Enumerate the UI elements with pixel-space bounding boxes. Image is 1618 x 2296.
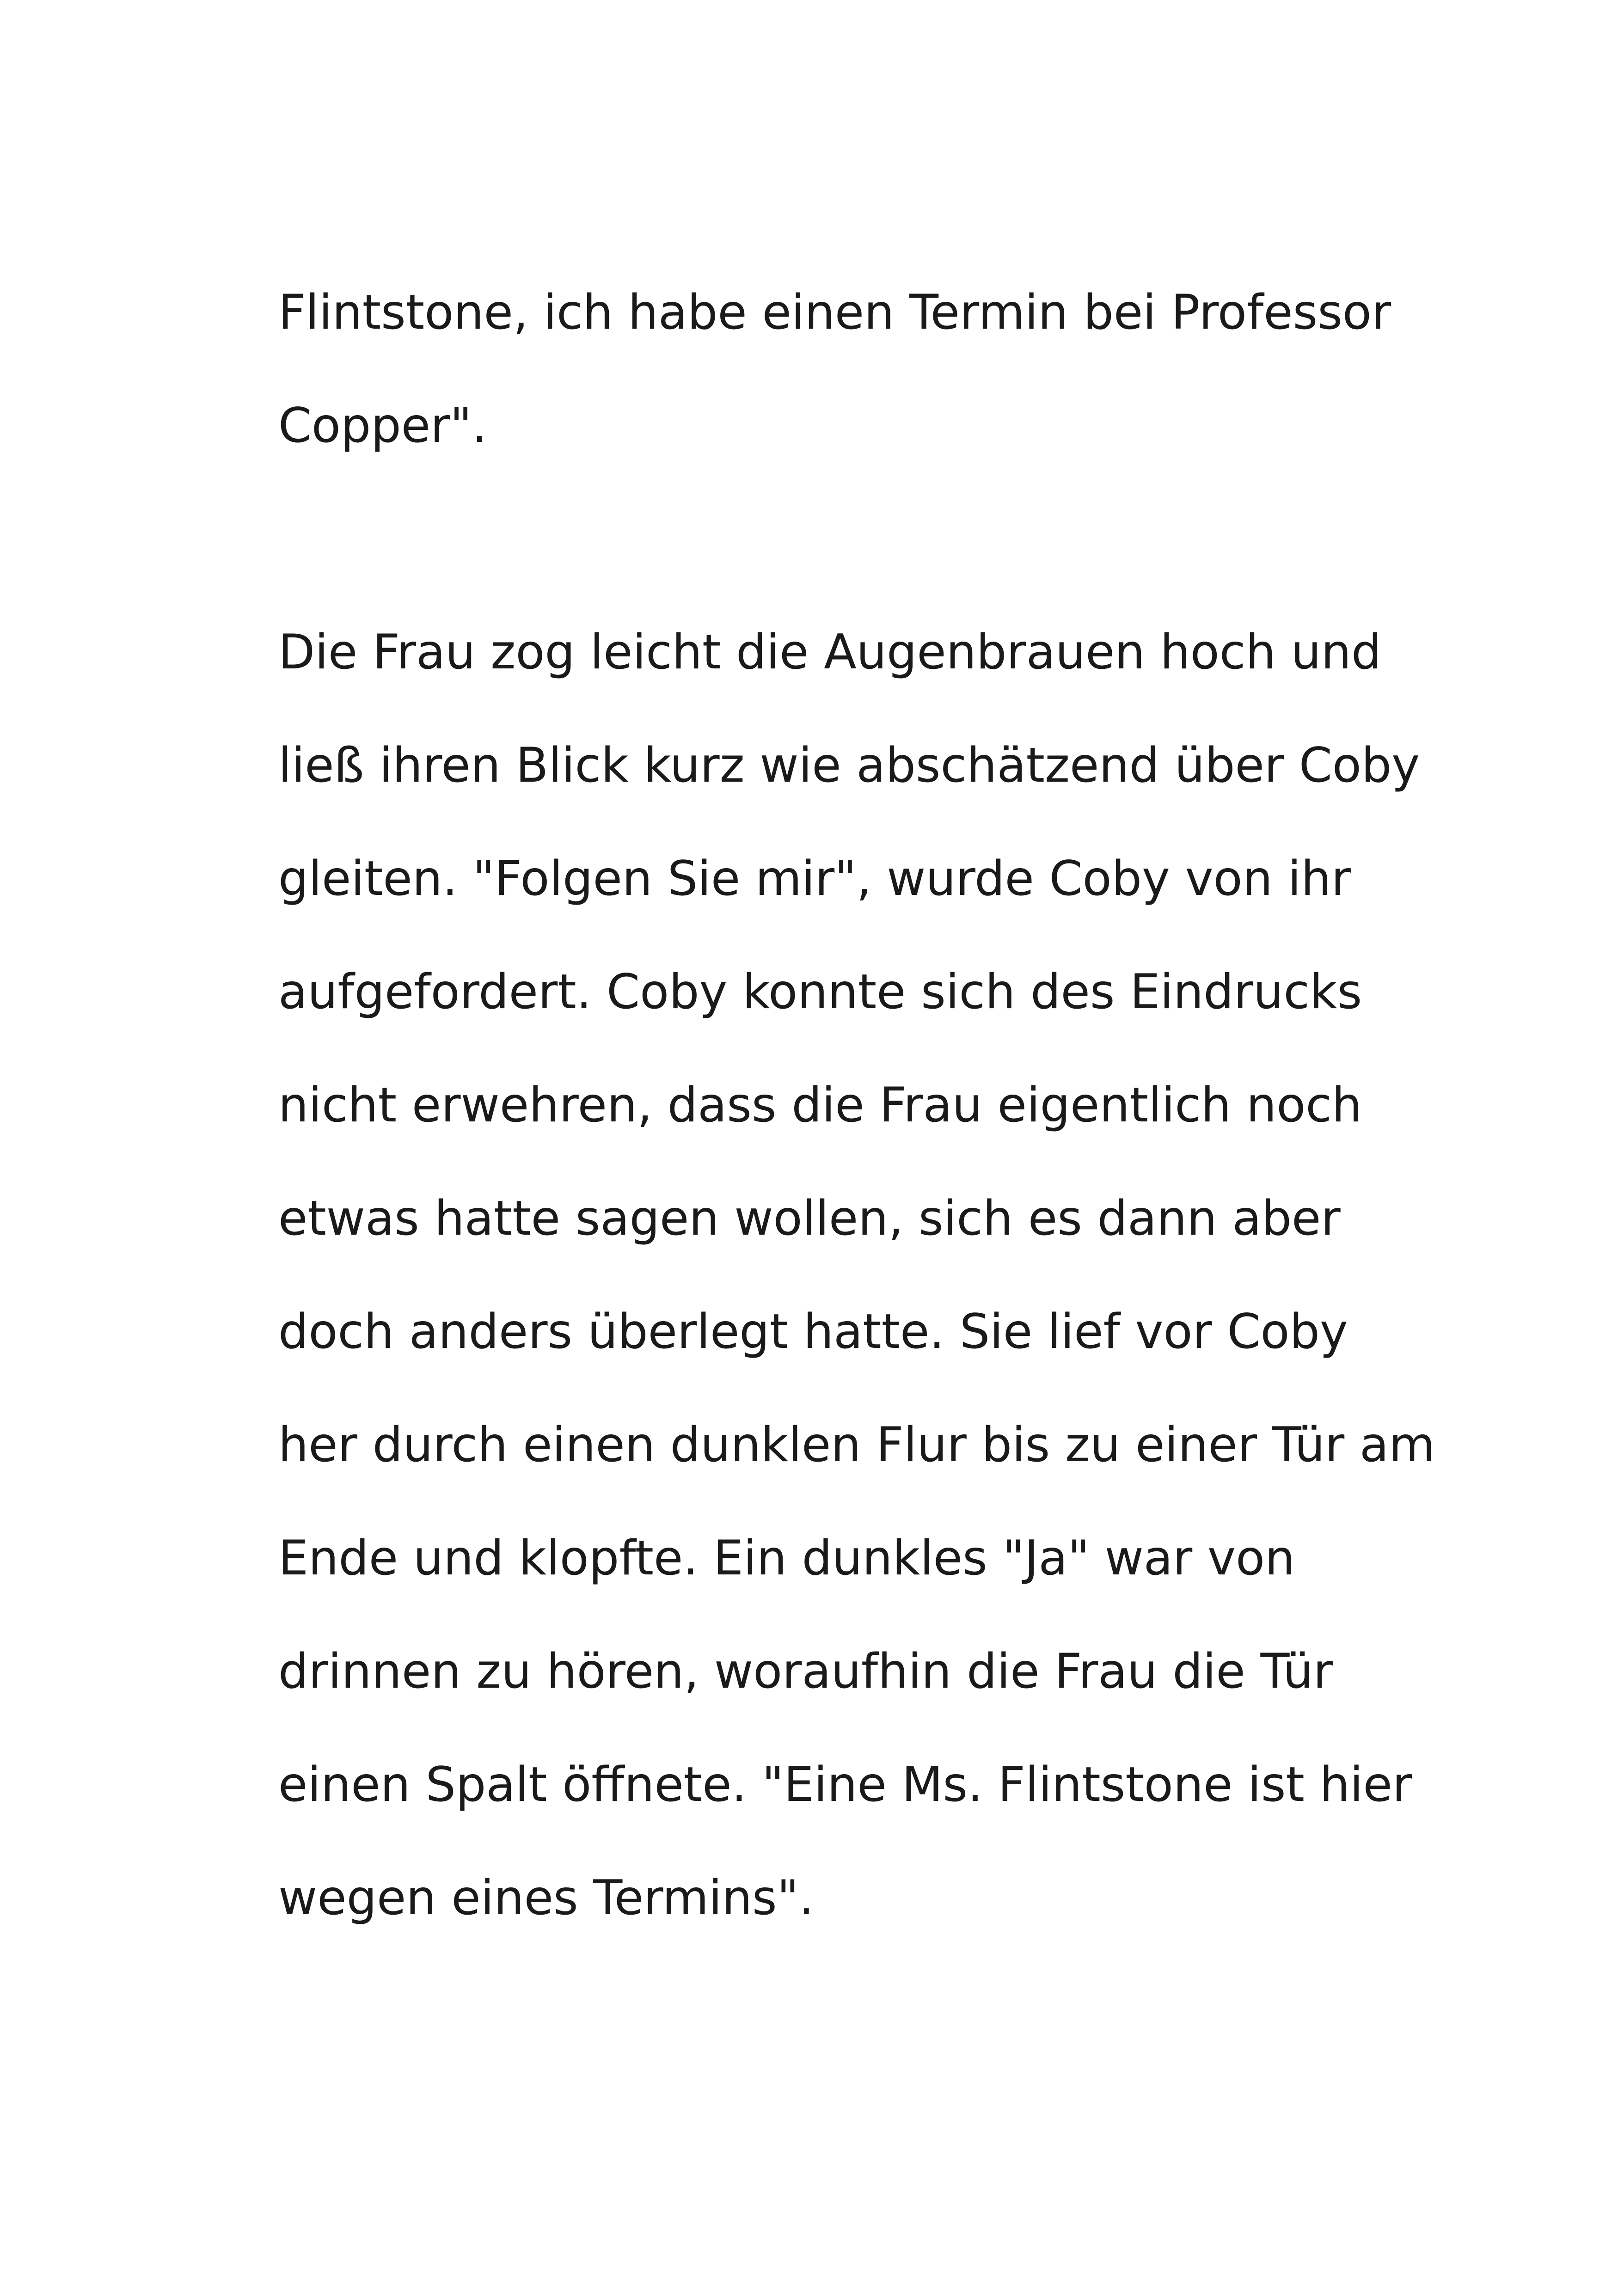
- text-line: gleiten. "Folgen Sie mir", wurde Coby von ihr: [278, 851, 1351, 906]
- text-line: Flintstone, ich habe einen Termin bei Professor: [278, 285, 1391, 340]
- text-line: aufgefordert. Coby konnte sich des Eindrucks: [278, 964, 1362, 1020]
- text-line: doch anders überlegt hatte. Sie lief vor Coby: [278, 1304, 1348, 1359]
- text-line: Ende und klopfte. Ein dunkles "Ja" war von: [278, 1531, 1295, 1586]
- text-line: einen Spalt öffnete. "Eine Ms. Flintstone ist hier: [278, 1757, 1412, 1812]
- text-line: etwas hatte sagen wollen, sich es dann aber: [278, 1191, 1341, 1246]
- text-line: drinnen zu hören, woraufhin die Frau die Tür: [278, 1644, 1333, 1699]
- text-line: nicht erwehren, dass die Frau eigentlich noch: [278, 1078, 1362, 1133]
- text-line: her durch einen dunklen Flur bis zu einer Tür am: [278, 1417, 1435, 1473]
- text-line: Die Frau zog leicht die Augenbrauen hoch und: [278, 625, 1382, 680]
- text-line: wegen eines Termins".: [278, 1870, 814, 1926]
- text-line: Copper".: [278, 398, 487, 453]
- text-line: ließ ihren Blick kurz wie abschätzend über Coby: [278, 738, 1420, 793]
